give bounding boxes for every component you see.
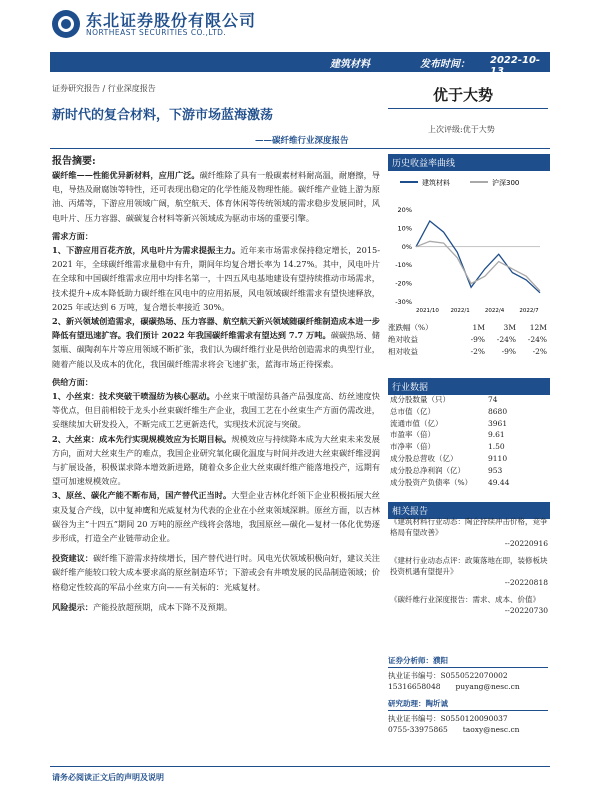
publish-label: 发布时间： [420, 59, 470, 70]
industry-value: 1.50 [488, 442, 505, 452]
analyst-contact-line: 0755-33975865 taoxy@nesc.cn [388, 725, 520, 734]
body-paragraph [52, 600, 380, 614]
series-line [416, 221, 540, 293]
header-band [50, 52, 550, 77]
footer-disclaimer: 请务必阅读正文后的声明及说明 [52, 772, 164, 782]
x-tick-label: 2022/1 [450, 308, 470, 314]
summary-heading: 报告摘要: [52, 156, 96, 167]
publish-date: 2022-10-13 [490, 55, 541, 77]
perf-cell: -24% [496, 335, 516, 344]
related-reports [390, 516, 548, 622]
x-tick-label: 2021/10 [416, 308, 439, 314]
body-paragraph [52, 229, 380, 243]
industry-value: 9110 [488, 453, 508, 463]
perf-cell: 3M [503, 323, 516, 332]
industry-key: 成分股总净利润（亿） [390, 465, 465, 475]
analyst-role: 研究助理： [388, 699, 426, 708]
body-paragraph [52, 551, 380, 594]
body-text [52, 168, 380, 614]
analyst-name: 陶圻诚 [425, 699, 448, 708]
sector-label: 建筑材料 [330, 59, 370, 70]
body-paragraph [52, 168, 380, 225]
paragraph-lead: 供给方面： [52, 376, 93, 387]
logo-mark-icon [58, 16, 74, 32]
analyst-contact-line: 执业证书编号：S0550120090037 [388, 714, 508, 723]
paragraph-lead: 需求方面： [52, 230, 93, 241]
perf-table [388, 322, 548, 358]
rating-main: 优于大势 [433, 86, 494, 104]
analyst-rule [388, 667, 548, 668]
perf-row [388, 334, 548, 346]
industry-value: 49.44 [488, 477, 510, 487]
return-chart [388, 170, 548, 320]
related-report-title[interactable]: 《碳纤维行业深度报告：需求、成本、价值》 [390, 595, 540, 604]
legend-label: 建筑材料 [422, 179, 450, 187]
series-line [416, 241, 540, 291]
paragraph-text: 碳碳热场、储氢瓶、碳陶刹车片等应用领域不断扩张，我们认为碳纤维行业是供给创造需求的典型行业，随着产能以及成本的优化，我国碳纤维需求将会飞速扩张，蓝海市场正待探索。 [52, 330, 380, 369]
body-paragraph [52, 243, 380, 314]
divider-line [50, 148, 550, 149]
paragraph-lead: 投资建议： [52, 553, 93, 564]
report-title: 新时代的复合材料，下游市场蓝海激荡 [52, 108, 274, 123]
y-tick-label: -10% [395, 261, 412, 270]
analyst-contact-line: 执业证书编号：S0550522070002 [388, 671, 508, 680]
perf-cell: -24% [527, 335, 547, 344]
industry-key: 成分股资产负债率（%） [390, 477, 473, 487]
perf-cell: -9% [501, 347, 516, 356]
industry-value: 74 [488, 395, 498, 404]
industry-row [390, 441, 548, 453]
paragraph-text: 大型企业吉林化纤领下企业积极拓展大丝束及复合产线，以中复神鹰和光威复材为代表的企业在小丝束领域深耕。原丝方面，以吉林碳谷为主“十四五”期间 20 万吨的原丝产线将会落地，我国原丝—碳化—复材一体化优势逐步形成，打造全产业链带动企业。 [52, 490, 380, 544]
paragraph-lead: 碳纤维——性能优异新材料，应用广泛。 [52, 170, 200, 180]
report-subtitle: ——碳纤维行业深度报告 [255, 136, 349, 146]
perf-row [388, 322, 548, 334]
paragraph-lead: 风险提示： [52, 601, 93, 612]
body-paragraph [52, 488, 380, 545]
analyst-heading [388, 655, 548, 666]
body-paragraph [52, 375, 380, 389]
industry-row [390, 477, 548, 489]
industry-row [390, 465, 548, 477]
paragraph-lead: 2、新兴领域创造需求，碳碳热场、压力容器、航空航天新兴领域随碳纤维制造成本进一步降低有望迅速扩容。我们预计 2022 年我国碳纤维需求有望达到 7.7 万吨。 [52, 316, 380, 341]
industry-value: 8680 [488, 406, 508, 416]
analyst-rule [388, 710, 548, 711]
body-paragraph [52, 314, 380, 371]
industry-key: 市盈率（倍） [390, 430, 435, 440]
company-logo [52, 10, 80, 38]
y-tick-label: -20% [395, 279, 412, 288]
y-tick-label: 10% [397, 224, 412, 233]
paragraph-text: 产能投放超预期，成本下降不及预期。 [92, 601, 233, 612]
analyst-contact-line: 15316658048 puyang@nesc.cn [388, 682, 520, 691]
rating-underline [388, 108, 548, 109]
related-report-date: --20220916 [504, 539, 548, 548]
perf-cell: 绝对收益 [388, 335, 418, 344]
perf-cell: 涨跌幅（%） [388, 323, 433, 332]
y-tick-label: -30% [395, 298, 412, 306]
industry-row [390, 418, 548, 430]
chart-heading: 历史收益率曲线 [388, 154, 550, 171]
previous-rating [428, 124, 495, 135]
paragraph-lead: 3、原丝、碳化产能不断布局，国产替代正当时。 [52, 490, 232, 501]
industry-row [390, 453, 548, 465]
paragraph-lead: 1、下游应用百花齐放，风电叶片为需求提振主力。 [52, 245, 241, 256]
y-tick-label: 20% [397, 206, 412, 214]
industry-value: 9.61 [488, 430, 505, 440]
body-paragraph [52, 389, 380, 432]
company-name-cn: 东北证券股份有限公司 [86, 11, 257, 30]
analyst-block [388, 655, 548, 735]
perf-cell: 12M [529, 323, 547, 332]
perf-cell: 相对收益 [388, 347, 418, 356]
analyst-name: 濮阳 [433, 656, 448, 665]
paragraph-text: 碳纤维下游需求持续增长，国产替代进行时。风电光伏领域积极向好，建议关注碳纤维产能较口较大成本要求高的原丝制造环节；下游或会有井喷发展的民品制造领域；价格稳定性较高的军品小丝束方向——有关标的：光威复材。 [52, 553, 380, 592]
perf-cell: 1M [472, 323, 485, 332]
perf-row [388, 346, 548, 358]
industry-data-heading: 行业数据 [388, 378, 550, 395]
paragraph-text: 小丝束干喷湿纺具备产品强度高、纺丝速度快等优点，但目前相较于龙头小丝束碳纤维生产企业，我国工艺在小丝束生产方面仍需改进，妥继续加大研发投入，不断完成工艺更新迭代，实现技术沉淀与突破。 [52, 391, 380, 430]
industry-row [390, 394, 548, 406]
perf-cell: -2% [470, 347, 485, 356]
industry-row [390, 429, 548, 441]
perf-cell: -2% [532, 347, 547, 356]
paragraph-lead: 1、小丝束：技术突破干喷湿纺为核心驱动。 [52, 391, 215, 402]
paragraph-lead: 2、大丝束：成本先行实现规模效应为长期目标。 [52, 433, 232, 444]
related-heading: 相关报告 [388, 502, 550, 519]
analyst-role: 证券分析师： [388, 656, 433, 665]
related-report-date: --20220730 [504, 606, 548, 615]
related-report-date: --20220818 [504, 578, 548, 587]
footer-divider [50, 766, 550, 767]
industry-key: 成分股数量（只） [390, 395, 450, 404]
industry-value: 3961 [488, 418, 508, 428]
paragraph-text: 近年来市场需求保持稳定增长，2015-2021 年，全球碳纤维需求量稳中有升，期间年均复合增长率为 14.27%。其中，风电叶片在全球和中国碳纤维需求应用中均排名第一，十四五风电基地建设有望持续推动市场需求，技术提升+成本降低助力碳纤维在风电中的应用拓展，风电领域碳纤维需求有望快速释放，2025 年或达到 6 万吨，复合增长率接近 30%。 [52, 245, 380, 312]
body-paragraph [52, 432, 380, 489]
industry-key: 市净率（倍） [390, 442, 435, 452]
previous-rating-value: 优于大势 [462, 125, 495, 134]
x-tick-label: 2022/7 [519, 308, 539, 314]
industry-key: 总市值（亿） [390, 406, 435, 416]
company-name-en: NORTHEAST SECURITIES CO.,LTD. [86, 28, 227, 37]
paragraph-text: 规模效应与持续降本成为大丝束未来发展方向，面对大丝束生产的难点，我国企业研究氧化碳化温度与时间并改进大丝束碳纤维浸润与扩展设备，积极谋求降本增效新进路，随着众多企业大丝束碳纤维产能落地投产，远期有望可加速规模效应。 [52, 433, 380, 487]
analyst-heading [388, 698, 548, 709]
x-tick-label: 2022/4 [484, 308, 505, 314]
related-report-title[interactable]: 《建筑材料行业动态：陶企持续冲击价格，竞争格局有望改善》 [390, 517, 548, 537]
industry-key: 成分股总营收（亿） [390, 453, 458, 463]
industry-row [390, 406, 548, 418]
industry-key: 流通市值（亿） [390, 418, 443, 428]
legend-label: 沪深300 [492, 179, 520, 187]
paragraph-text: 碳纤维除了具有一般碳素材料耐高温，耐磨擦，导电，导热及耐腐蚀等特性，还可表现出稳定的化学性能及物理性能。碳纤维产业链上游为原油、丙烯等，下游应用领域广阔，航空航天、体育休闲等传统领域的需求稳步发展同时，风电叶片、压力容器、碳碳复合材料等新兴领域成为驱动市场的重要引擎。 [52, 170, 380, 223]
industry-data-table [390, 394, 548, 488]
breadcrumb: 证券研究报告 / 行业深度报告 [52, 84, 156, 93]
related-report-title[interactable]: 《建材行业动态点评：政策落地在即，装修板块投资机遇有望提升》 [390, 556, 548, 576]
industry-value: 953 [488, 465, 503, 475]
y-tick-label: 0% [401, 242, 412, 251]
previous-rating-label: 上次评级: [428, 125, 463, 134]
perf-cell: -9% [470, 335, 485, 344]
